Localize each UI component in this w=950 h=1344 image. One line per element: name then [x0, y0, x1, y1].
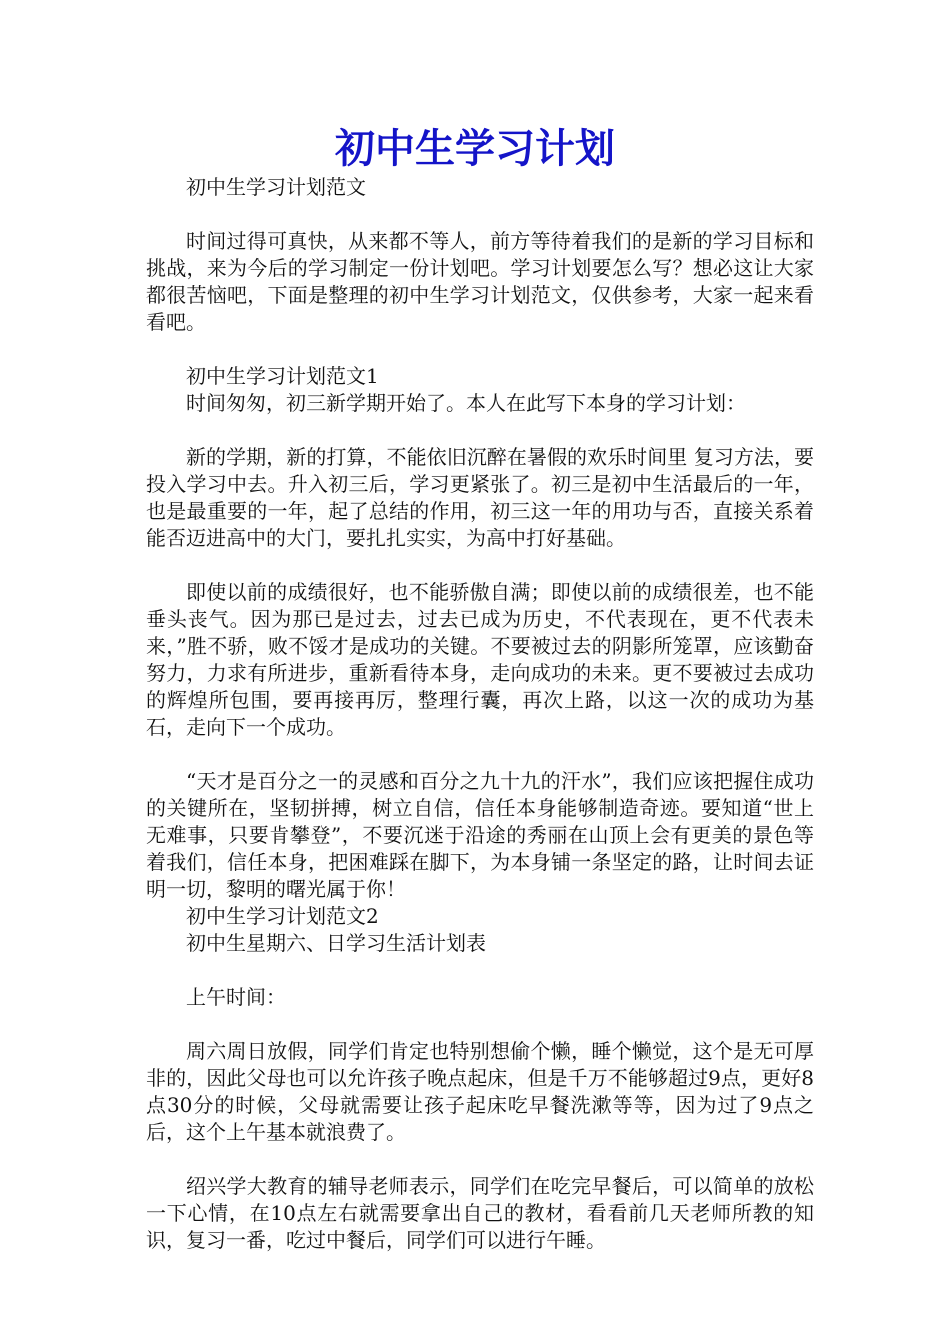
- paragraph: 新的学期，新的打算，不能依旧沉醉在暑假的欢乐时间里 复习方法，要投入学习中去。升入初三后，学习更紧张了。初三是初中生活最后的一年，也是最重要的一年，起了总结的作用，初三这一年的用功与否，直接关系着能否迈进高中的大门，要扎扎实实，为高中打好基础。: [146, 445, 814, 550]
- paragraph: 周六周日放假，同学们肯定也特别想偷个懒，睡个懒觉，这个是无可厚非的，因此父母也可以允许孩子晚点起床，但是千万不能够超过9点，更好8点30分的时候，父母就需要让孩子起床吃早餐洗漱等等，因为过了9点之后，这个上午基本就浪费了。: [146, 1039, 814, 1144]
- paragraph-subtitle: 初中生学习计划范文: [186, 175, 366, 199]
- section-heading-1: 初中生学习计划范文1: [186, 364, 379, 388]
- paragraph: 绍兴学大教育的辅导老师表示，同学们在吃完早餐后，可以简单的放松一下心情，在10点左右就需要拿出自己的教材，看看前几天老师所教的知识，复习一番，吃过中餐后，同学们可以进行午睡。: [146, 1174, 814, 1252]
- paragraph: 即使以前的成绩很好，也不能骄傲自满；即使以前的成绩很差，也不能垂头丧气。因为那已是过去，过去已成为历史，不代表现在，更不代表未来，”胜不骄，败不馁才是成功的关键。不要被过去的阴影所笼罩，应该勤奋努力，力求有所进步，重新看待本身，走向成功的未来。更不要被过去成功的辉煌所包围，要再接再厉，整理行囊，再次上路，以这一次的成功为基石，走向下一个成功。: [146, 580, 814, 739]
- paragraph-intro: 时间过得可真快，从来都不等人，前方等待着我们的是新的学习目标和挑战，来为今后的学习制定一份计划吧。学习计划要怎么写？想必这让大家都很苦恼吧，下面是整理的初中生学习计划范文，仅供参考，大家一起来看看吧。: [146, 229, 814, 334]
- document-title: 初中生学习计划: [335, 125, 615, 172]
- paragraph: 上午时间：: [186, 985, 286, 1009]
- paragraph: “天才是百分之一的灵感和百分之九十九的汗水”，我们应该把握住成功的关键所在，坚韧拼搏，树立自信，信任本身能够制造奇迹。要知道“世上无难事，只要肯攀登”，不要沉迷于沿途的秀丽在山顶上会有更美的景色等着我们，信任本身，把困难踩在脚下，为本身铺一条坚定的路，让时间去证明一切，黎明的曙光属于你！: [146, 769, 814, 901]
- paragraph: 初中生星期六、日学习生活计划表: [186, 931, 486, 955]
- document-body: [146, 174, 814, 1254]
- section-heading-2: 初中生学习计划范文2: [186, 904, 379, 928]
- paragraph: 时间匆匆，初三新学期开始了。本人在此写下本身的学习计划：: [186, 391, 746, 415]
